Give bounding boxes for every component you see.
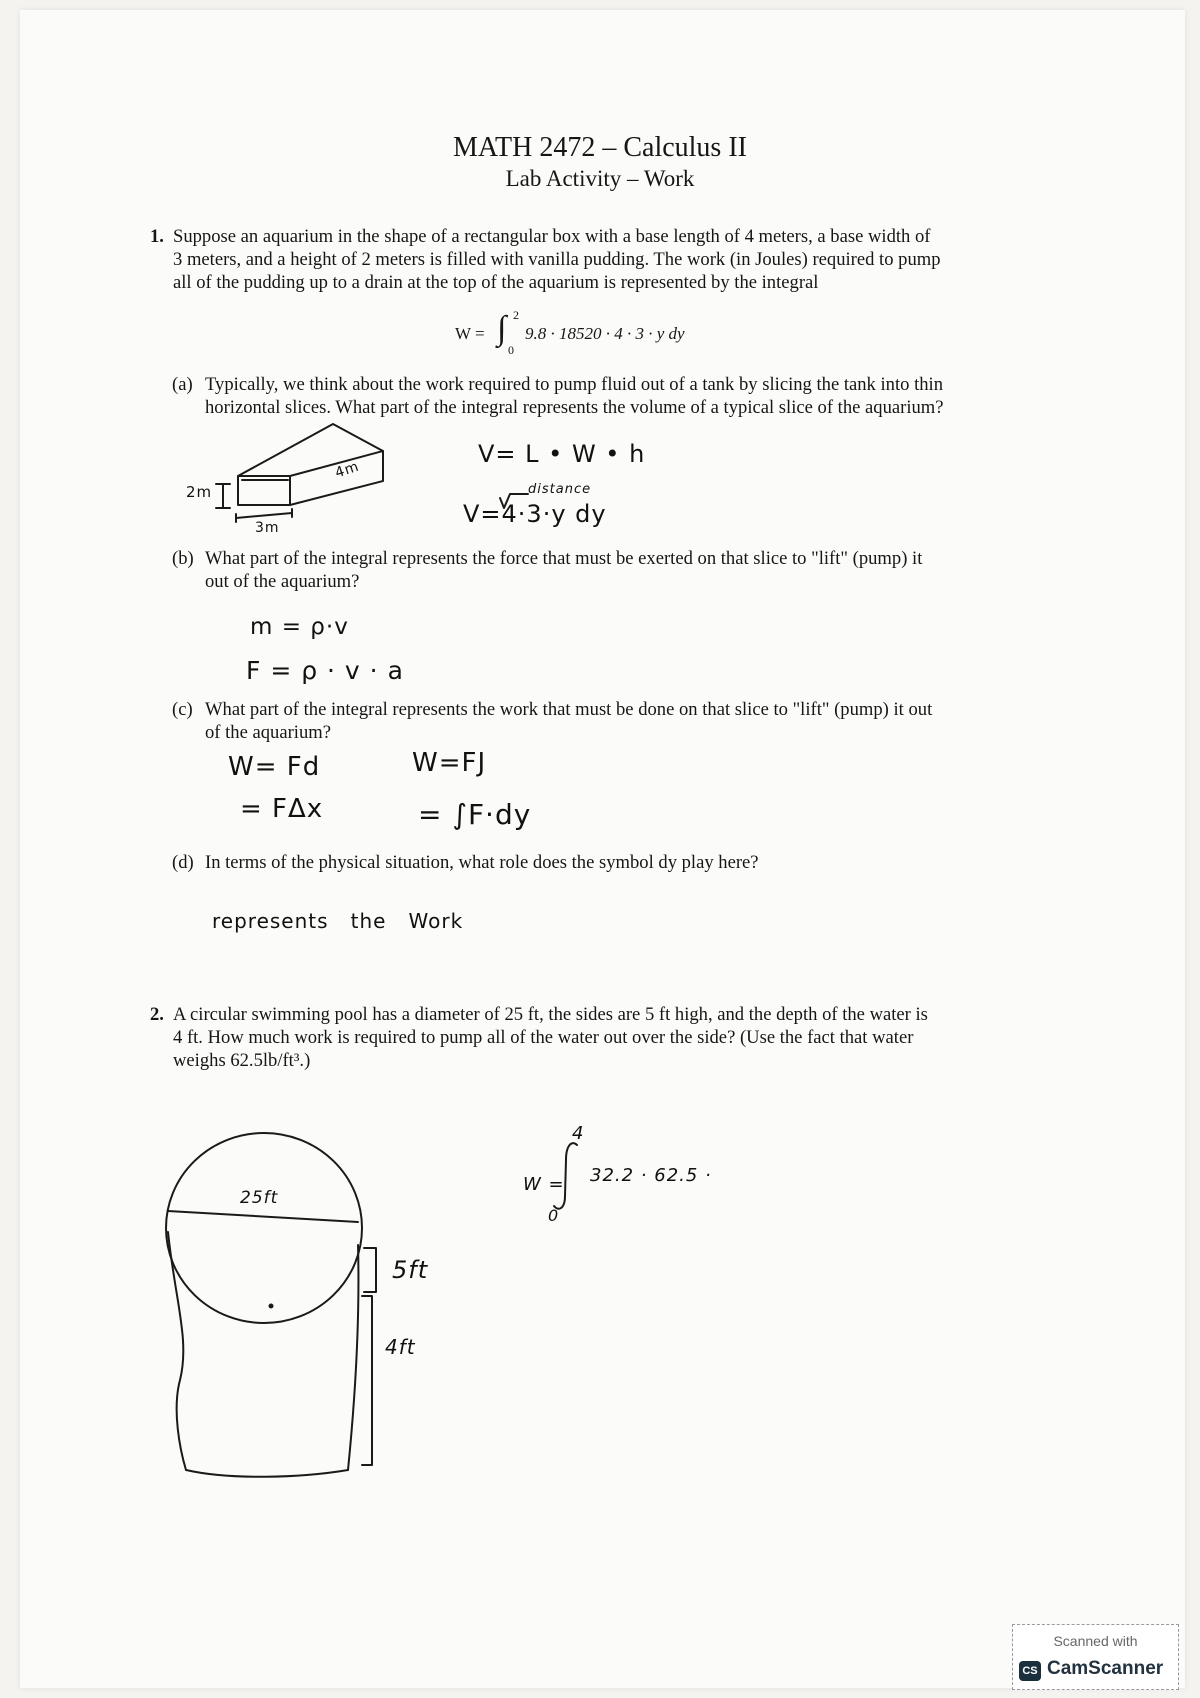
hw-work-fdx: = FΔx [240, 794, 324, 824]
watermark-line2: CamScanner [1047, 1658, 1164, 1679]
hw-box-length: 4m [333, 458, 362, 482]
hw-work-integral: = ∫F·dy [418, 798, 532, 831]
hw-p2-integrand: 32.2 · 62.5 · [590, 1165, 712, 1186]
hw-work-fd: W= Fd [228, 752, 321, 782]
hw-mass: m = ρ·v [250, 614, 349, 640]
problem-2-line: 4 ft. How much work is required to pump all of the water out over the side? (Use the fact that water [173, 1027, 914, 1048]
hw-volume-formula: V= L • W • h [478, 440, 646, 468]
hw-pool-depth: 4ft [385, 1335, 416, 1359]
integral-lower: 0 [508, 343, 514, 357]
problem-2-line: A circular swimming pool has a diameter of 25 ft, the sides are 5 ft high, and the depth of the water is [173, 1004, 928, 1025]
lab-title: Lab Activity – Work [505, 166, 695, 191]
problem-2-number: 2. [150, 1004, 164, 1025]
part-c-label: (c) [172, 699, 193, 720]
problem-1-line: 3 meters, and a height of 2 meters is filled with vanilla pudding. The work (in Joules) required to pump [173, 249, 941, 270]
part-a-label: (a) [172, 374, 193, 395]
part-a-line: Typically, we think about the work required to pump fluid out of a tank by slicing the tank into thin [205, 374, 944, 395]
problem-2-line: weighs 62.5lb/ft³.) [173, 1050, 311, 1071]
part-a-line: horizontal slices. What part of the integral represents the volume of a typical slice of the aquarium? [205, 397, 944, 418]
problem-1-line: all of the pudding up to a drain at the top of the aquarium is represented by the integral [173, 272, 819, 293]
hw-p2-lower: 0 [548, 1206, 560, 1225]
camscanner-watermark [1012, 1624, 1179, 1690]
part-b-line: out of the aquarium? [205, 571, 360, 592]
camscanner-logo-icon: CS [1019, 1661, 1041, 1681]
hw-volume-slice: V=4·3·y dy [463, 500, 607, 528]
hw-pool-diameter: 25ft [240, 1188, 279, 1208]
problem-1-line: Suppose an aquarium in the shape of a rectangular box with a base length of 4 meters, a base width of [173, 226, 931, 247]
hw-distance-note: distance [528, 482, 592, 497]
problem-1-number: 1. [150, 226, 164, 247]
part-b-label: (b) [172, 548, 194, 569]
pool-sketch [166, 1133, 376, 1477]
part-d-label: (d) [172, 852, 194, 873]
part-c-line: of the aquarium? [205, 722, 331, 743]
hw-pool-side: 5ft [392, 1256, 429, 1284]
hw-box-width: 3m [255, 520, 280, 536]
course-title: MATH 2472 – Calculus II [453, 132, 747, 163]
integral-lhs: W = [455, 324, 485, 343]
hw-box-height: 2m [186, 483, 213, 501]
hw-force: F = ρ · v · a [246, 656, 404, 685]
part-c-line: What part of the integral represents the work that must be done on that slice to "lift" (pump) it out [205, 699, 933, 720]
integral-integrand: 9.8 · 18520 · 4 · 3 · y dy [525, 324, 685, 343]
integral-sign: ∫ [497, 310, 507, 347]
hw-p2-w: W = [523, 1174, 565, 1195]
hw-p2-upper: 4 [572, 1123, 585, 1144]
integral-upper: 2 [513, 308, 519, 322]
watermark-line1: Scanned with [1053, 1633, 1138, 1649]
hw-work-fj: W=FJ [412, 748, 487, 778]
part-d-line: In terms of the physical situation, what role does the symbol dy play here? [205, 852, 759, 873]
hw-dy-answer: represents the Work [212, 909, 464, 933]
part-b-line: What part of the integral represents the force that must be exerted on that slice to "lift" (pump) it [205, 548, 923, 569]
